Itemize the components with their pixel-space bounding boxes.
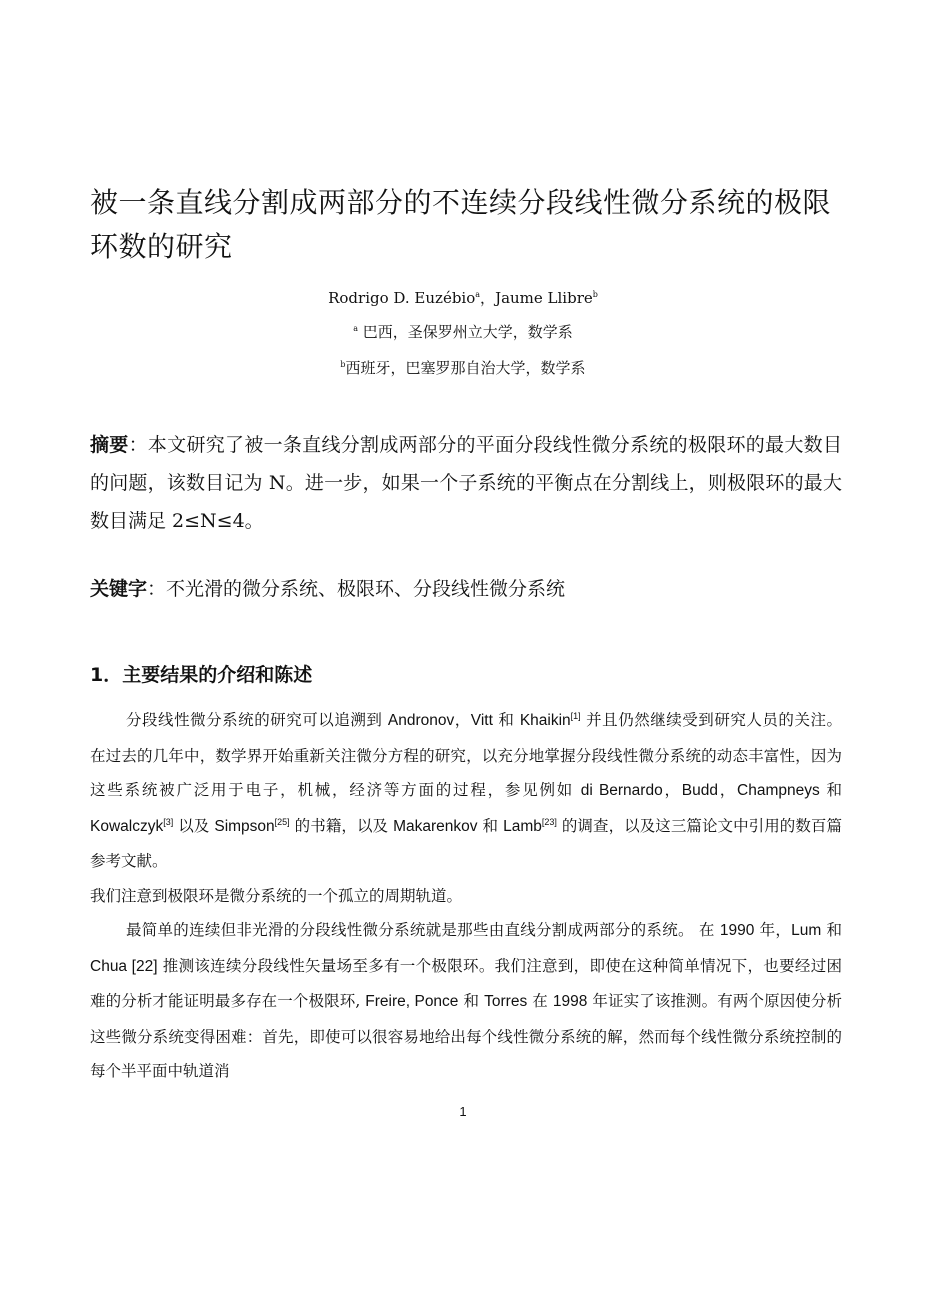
author-name: Khaikin: [519, 712, 571, 729]
section-body: [90, 703, 842, 1089]
author-name: Andronov，Vitt: [387, 712, 493, 729]
abstract-label: 摘要: [90, 434, 129, 456]
author-name: Chua [22]: [90, 957, 158, 975]
author-1-mark: a: [475, 290, 481, 299]
text-span: 以及: [173, 816, 215, 835]
text-span: 和: [492, 711, 520, 729]
text-span: 在: [527, 992, 553, 1010]
affiliation-a: [0, 318, 926, 343]
author-2-mark: b: [592, 290, 598, 299]
keywords-colon: ：: [147, 578, 167, 600]
author-line: [0, 284, 926, 309]
affiliation-b-mark: b: [340, 360, 346, 369]
section-heading: 1．主要结果的介绍和陈述: [90, 664, 313, 686]
page-number: 1: [459, 1104, 467, 1119]
keywords-label: 关键字: [90, 578, 148, 600]
author-separator: ，: [480, 289, 496, 307]
abstract: [90, 426, 842, 540]
author-2: Jaume Llibre: [495, 289, 593, 307]
text-span: 分段线性微分系统的研究可以追溯到: [126, 711, 388, 729]
author-name: Lum: [791, 922, 822, 939]
citation-ref: [1]: [570, 710, 581, 721]
author-name: Kowalczyk: [90, 817, 164, 835]
citation-ref: [3]: [163, 816, 174, 827]
author-1: Rodrigo D. Euzébio: [328, 289, 476, 307]
citation-ref: [23]: [541, 816, 557, 827]
paragraph-3: [90, 913, 842, 1089]
author-name: Lamb: [503, 817, 542, 835]
text-span: 年证实了该推测。有两个原因使分析这些微分系统变得困难：首先，即使可以很容易地给出每个线性微分系统的解，然而每个线性微分系统控制的每个半平面中轨道消: [90, 992, 843, 1080]
paragraph-2: 我们注意到极限环是微分系统的一个孤立的周期轨道。: [90, 886, 463, 905]
abstract-colon: ：: [128, 434, 148, 456]
text-span: 的书籍，以及: [289, 816, 394, 835]
paragraph-1: [90, 703, 842, 879]
text-span: 的调查，以及这三篇论文中引用的数百篇参考文献。: [90, 816, 842, 870]
affiliation-a-mark: a: [353, 324, 358, 333]
text-span: 和: [458, 992, 485, 1010]
author-name: di Bernardo，Budd，Champneys: [580, 782, 820, 799]
author-name: Simpson: [214, 817, 275, 835]
citation-ref: [25]: [274, 816, 290, 827]
keywords: [90, 574, 842, 604]
affiliation-a-text: 巴西，圣保罗州立大学，数学系: [362, 323, 573, 341]
affiliation-b: [0, 354, 926, 379]
year: 1998: [552, 993, 588, 1010]
affiliation-b-text: 西班牙，巴塞罗那自治大学，数学系: [345, 359, 586, 377]
author-name: Torres: [484, 993, 528, 1010]
text-span: 和: [477, 816, 504, 835]
text-span: 年，: [754, 921, 792, 939]
text-span: 并且仍然继续受到研究人员的关注。 在过去的几年中，数学界开始重新关注微分方程的研究，以充分地掌握分段线性微分系统的动态丰富性，因为这些系统被广泛用于电子，机械，经济等方面的过程，参见例如: [90, 711, 843, 799]
text-span: 和: [821, 921, 842, 939]
paper-title: 被一条直线分割成两部分的不连续分段线性微分系统的极限环数的研究: [90, 186, 832, 263]
keywords-text: 不光滑的微分系统、极限环、分段线性微分系统: [166, 578, 566, 600]
text-span: 推测该连续分段线性矢量场至多有一个极限环。我们注意到，即使在这种简单情况下，也要经过困难的分析才能证明最多存在一个极限环,: [90, 956, 843, 1010]
author-name: Freire, Ponce: [365, 993, 459, 1010]
text-span: 和: [819, 781, 842, 799]
author-name: Makarenkov: [393, 817, 478, 835]
abstract-text: 本文研究了被一条直线分割成两部分的平面分段线性微分系统的极限环的最大数目的问题，该数目记为 N。进一步，如果一个子系统的平衡点在分割线上，则极限环的最大数目满足 2≤N≤4。: [90, 434, 842, 532]
year: 1990: [719, 922, 755, 939]
text-span: 最简单的连续但非光滑的分段线性微分系统就是那些由直线分割成两部分的系统。 在: [126, 921, 720, 939]
